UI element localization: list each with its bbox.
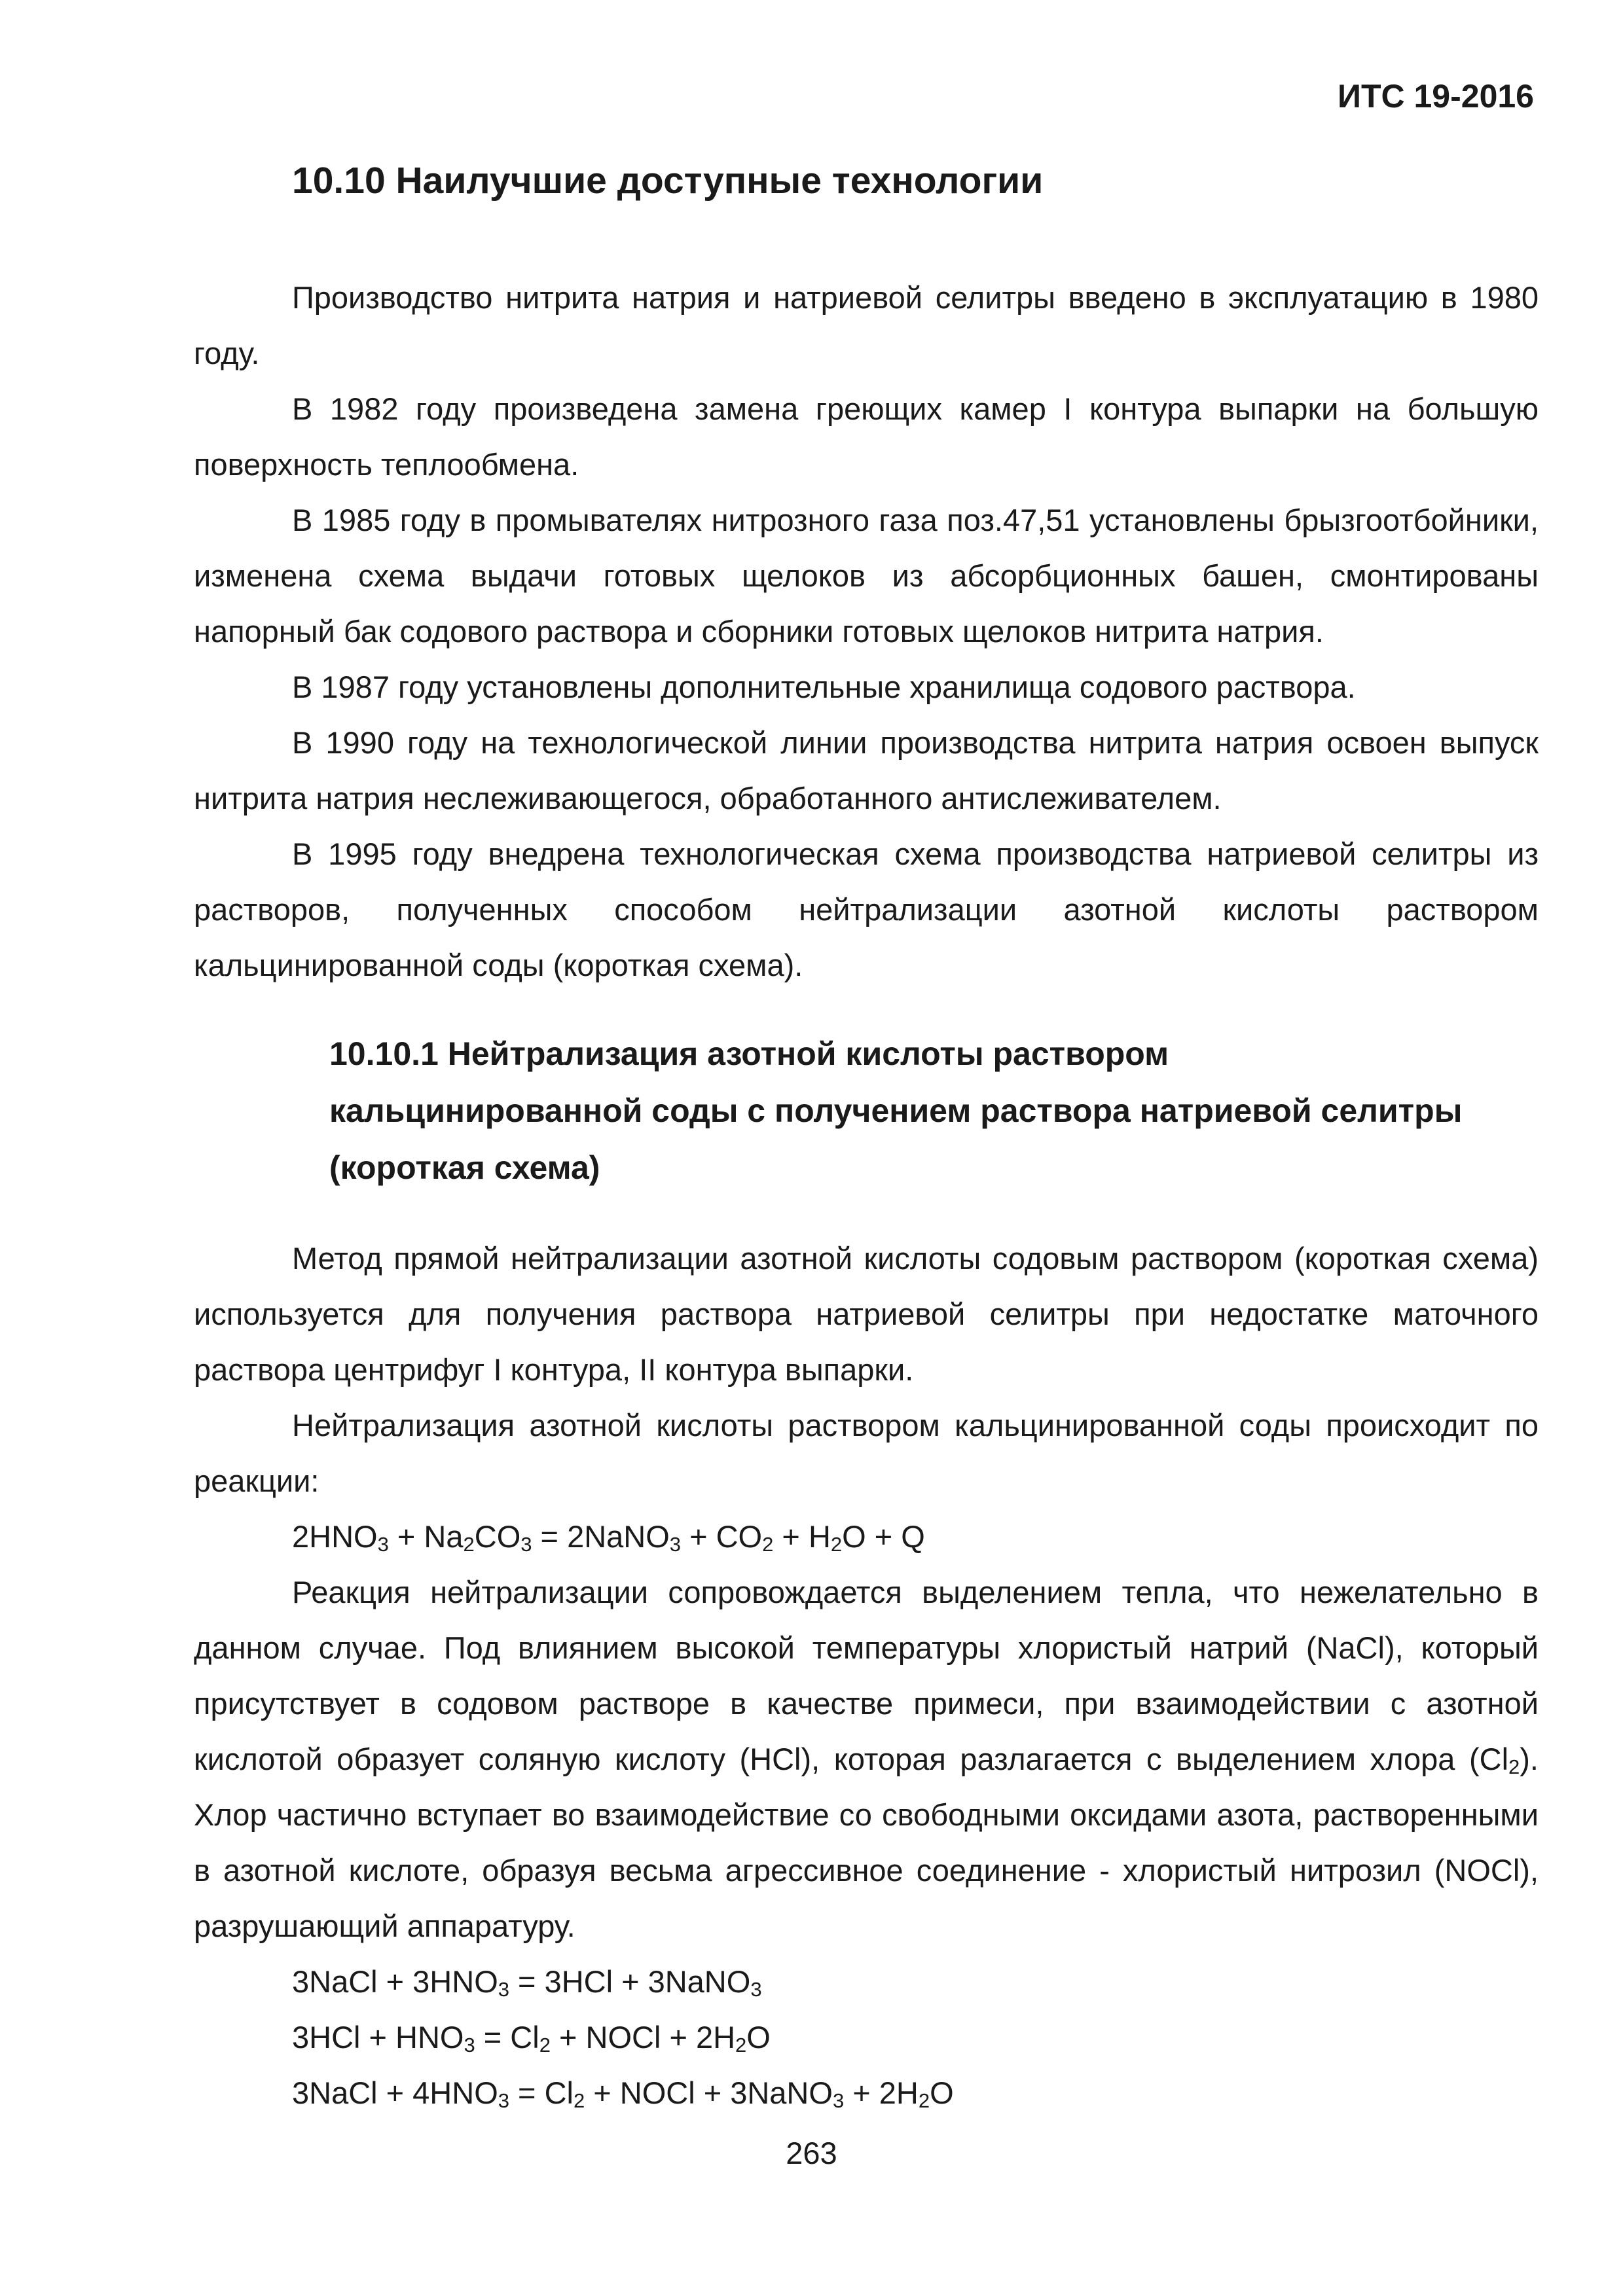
section-title: 10.10 Наилучшие доступные технологии <box>292 160 1044 202</box>
paragraph: В 1987 году установлены дополнительные хранилища содового раствора. <box>292 670 1356 704</box>
reaction-equation: $3HCl + HNO_3 = Cl_2$ + NOCl + $2H_2O$ <box>292 2020 771 2056</box>
page-number: 263 <box>786 2136 837 2170</box>
reaction-equation: 3NaCl + $3HNO_3 = 3HCl$ + 3NaNO$_3$ <box>292 1964 762 2001</box>
reaction-equation: 3NaCl + $4HNO_3 = Cl_2$ + NOCl + 3NaNO$_3$ + $2H_2O$ <box>292 2075 954 2112</box>
document-code: ИТС 19-2016 <box>1338 78 1534 115</box>
paragraph: Метод прямой нейтрализации азотной кислоты содовым раствором (короткая схема) используется для получения раствора натриевой селитры при недостатке маточного раствора центрифуг I контура, II контура выпарки. <box>194 1241 1539 1387</box>
reaction-equation: $2HNO_3 + Na_2CO_3$ = 2NaNO$_3$ + $CO_2 + H_2O + Q$ <box>292 1519 925 1556</box>
paragraph: В 1995 году внедрена технологическая схема производства натриевой селитры из растворов, полученных способом нейтрализации азотной кислоты раствором кальцинированной соды (короткая схема). <box>194 836 1539 982</box>
paragraph: Нейтрализация азотной кислоты раствором кальцинированной соды происходит по реакции: <box>194 1408 1539 1498</box>
subsection-title: 10.10.1 Нейтрализация азотной кислоты раствором кальцинированной соды с получением раствора натриевой селитры (короткая схема) <box>329 1035 1463 1186</box>
page-content <box>194 148 1539 2121</box>
paragraph: Реакция нейтрализации сопровождается выделением тепла, что нежелательно в данном случае. Под влиянием высокой температуры хлористый натрий (NaCl), который присутствует в содовом растворе в качестве примеси, при взаимодействии с азотной кислотой образует соляную кислоту (HCl), которая разлагается с выделением хлора $(Cl_2)$. Хлор частично вступает во взаимодействие со свободными оксидами азота, растворенными в азотной кислоте, образуя весьма агрессивное соединение - хлористый нитрозил (NOCl), разрушающий аппаратуру. <box>194 1575 1539 1943</box>
paragraph: В 1990 году на технологической линии производства нитрита натрия освоен выпуск нитрита натрия неслеживающегося, обработанного антислеживателем. <box>194 725 1539 816</box>
paragraph: Производство нитрита натрия и натриевой селитры введено в эксплуатацию в 1980 году. <box>194 280 1539 370</box>
paragraph: В 1982 году произведена замена греющих камер I контура выпарки на большую поверхность теплообмена. <box>194 391 1539 482</box>
paragraph: В 1985 году в промывателях нитрозного газа поз.47,51 установлены брызгоотбойники, изменена схема выдачи готовых щелоков из абсорбционных башен, смонтированы напорный бак содового раствора и сборники готовых щелоков нитрита натрия. <box>194 503 1539 649</box>
